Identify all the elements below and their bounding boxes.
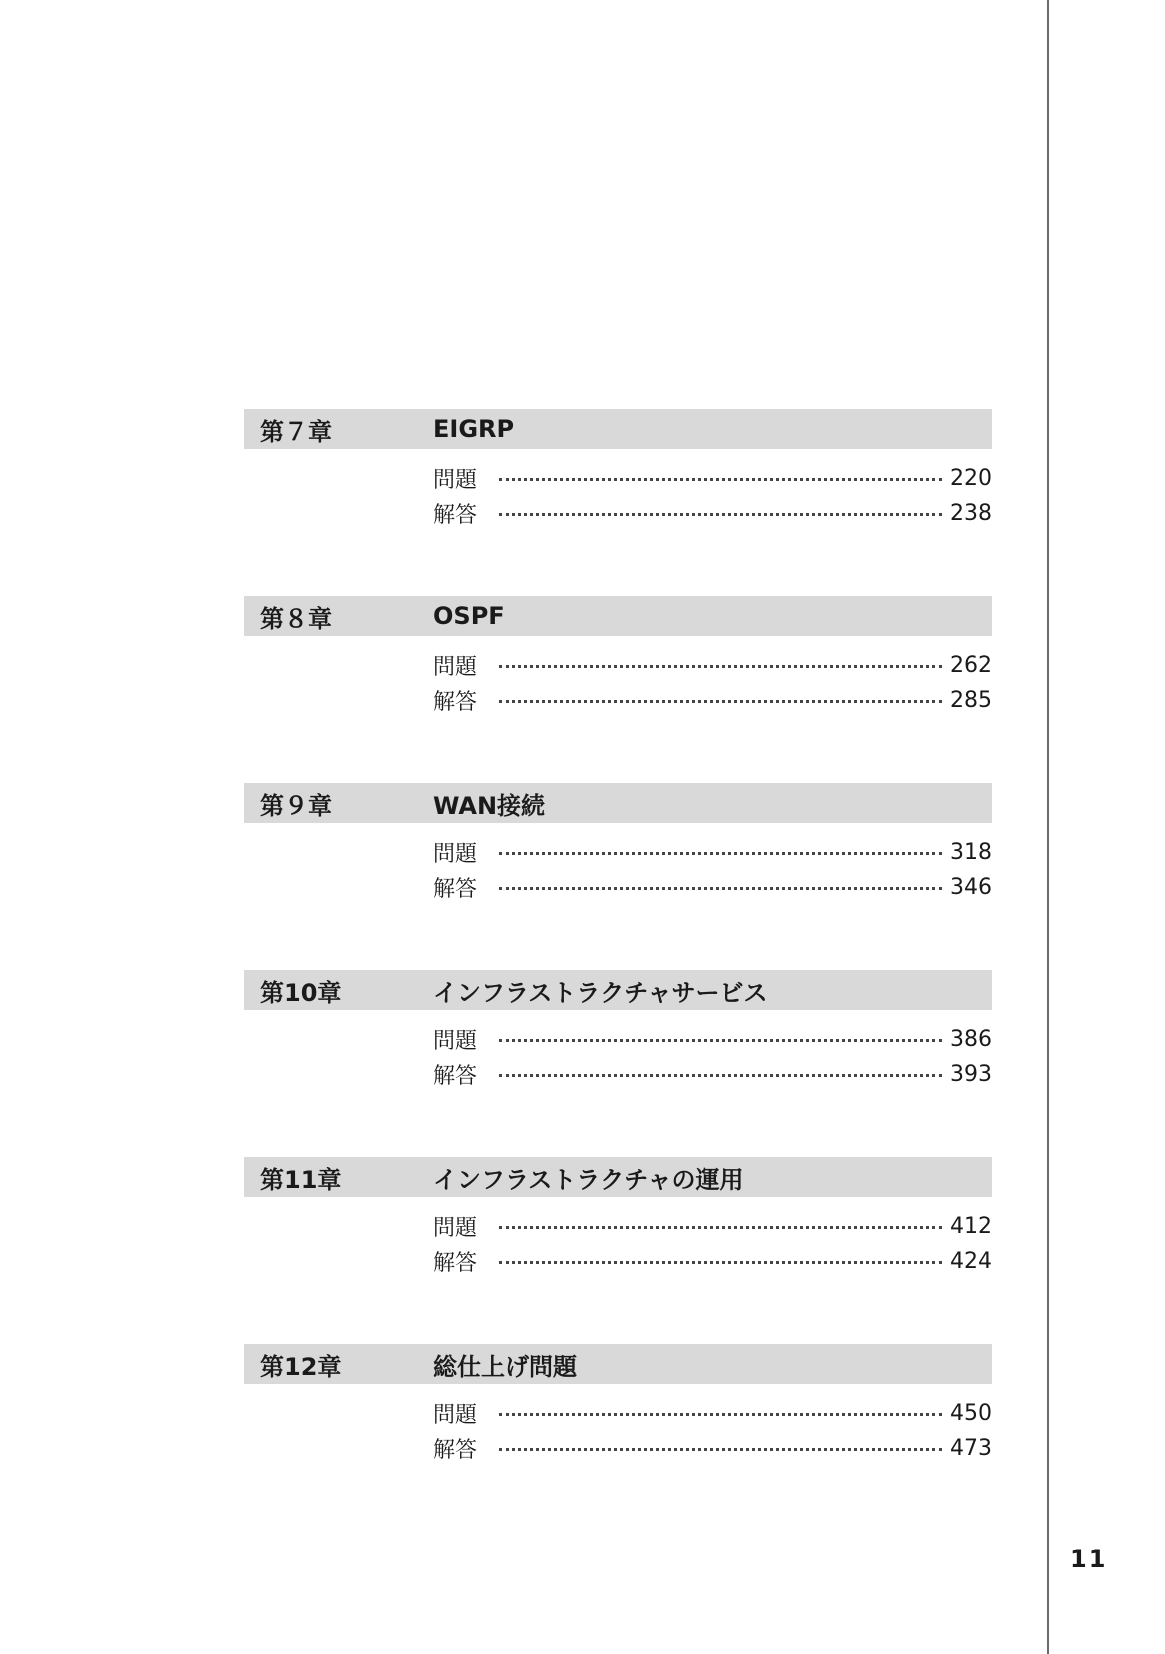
dot-leader [499,887,942,890]
toc-entry-questions[interactable] [433,1396,992,1431]
chapter-7 [244,409,992,596]
entry-label: 問題 [433,655,478,680]
entry-label: 解答 [433,1251,478,1276]
chapter-entries [244,648,992,718]
entry-page-number: 262 [950,653,992,678]
toc-entry-answers[interactable] [433,1431,992,1466]
entry-page-number: 393 [950,1062,992,1087]
toc-entry-questions[interactable] [433,648,992,683]
chapter-number: 第11章 [260,1165,342,1194]
chapter-entries [244,1209,992,1279]
chapter-title: EIGRP [433,415,515,443]
chapter-entries [244,835,992,905]
toc-entry-answers[interactable] [433,1057,992,1092]
dot-leader [499,478,942,481]
toc-entry-answers[interactable] [433,496,992,531]
entry-label: 問題 [433,842,478,867]
entry-label: 解答 [433,690,478,715]
entry-page-number: 450 [950,1401,992,1426]
toc-entry-questions[interactable] [433,461,992,496]
dot-leader [499,513,942,516]
chapter-10 [244,970,992,1157]
table-of-contents [244,409,992,1531]
entry-label: 問題 [433,1216,478,1241]
chapter-header [244,1344,992,1384]
entry-label: 解答 [433,503,478,528]
chapter-entries [244,1396,992,1466]
dot-leader [499,852,942,855]
toc-entry-questions[interactable] [433,1209,992,1244]
dot-leader [499,1039,942,1042]
chapter-title: WAN接続 [433,791,546,820]
dot-leader [499,1074,942,1077]
page-number: 11 [1070,1545,1108,1573]
chapter-title: OSPF [433,602,505,630]
dot-leader [499,1413,942,1416]
chapter-title: インフラストラクチャサービス [433,978,768,1007]
chapter-header [244,783,992,823]
chapter-header [244,409,992,449]
chapter-title: 総仕上げ問題 [433,1352,577,1381]
chapter-number: 第７章 [260,417,332,446]
entry-page-number: 220 [950,466,992,491]
chapter-9 [244,783,992,970]
toc-entry-answers[interactable] [433,683,992,718]
chapter-number: 第10章 [260,978,342,1007]
chapter-header [244,1157,992,1197]
toc-entry-answers[interactable] [433,870,992,905]
chapter-11 [244,1157,992,1344]
entry-label: 問題 [433,1403,478,1428]
entry-label: 解答 [433,1438,478,1463]
entry-label: 問題 [433,1029,478,1054]
chapter-number: 第９章 [260,791,332,820]
entry-label: 解答 [433,1064,478,1089]
chapter-header [244,596,992,636]
chapter-number: 第12章 [260,1352,342,1381]
entry-page-number: 318 [950,840,992,865]
entry-page-number: 346 [950,875,992,900]
chapter-number: 第８章 [260,604,332,633]
entry-page-number: 238 [950,501,992,526]
chapter-12 [244,1344,992,1531]
chapter-8 [244,596,992,783]
chapter-header [244,970,992,1010]
entry-page-number: 386 [950,1027,992,1052]
toc-entry-answers[interactable] [433,1244,992,1279]
chapter-title: インフラストラクチャの運用 [433,1165,744,1194]
toc-entry-questions[interactable] [433,835,992,870]
dot-leader [499,665,942,668]
toc-entry-questions[interactable] [433,1022,992,1057]
entry-label: 解答 [433,877,478,902]
chapter-entries [244,1022,992,1092]
dot-leader [499,1448,942,1451]
entry-page-number: 473 [950,1436,992,1461]
entry-page-number: 424 [950,1249,992,1274]
page-edge-rule [1047,0,1049,1654]
dot-leader [499,700,942,703]
entry-page-number: 412 [950,1214,992,1239]
entry-label: 問題 [433,468,478,493]
entry-page-number: 285 [950,688,992,713]
chapter-entries [244,461,992,531]
dot-leader [499,1226,942,1229]
dot-leader [499,1261,942,1264]
